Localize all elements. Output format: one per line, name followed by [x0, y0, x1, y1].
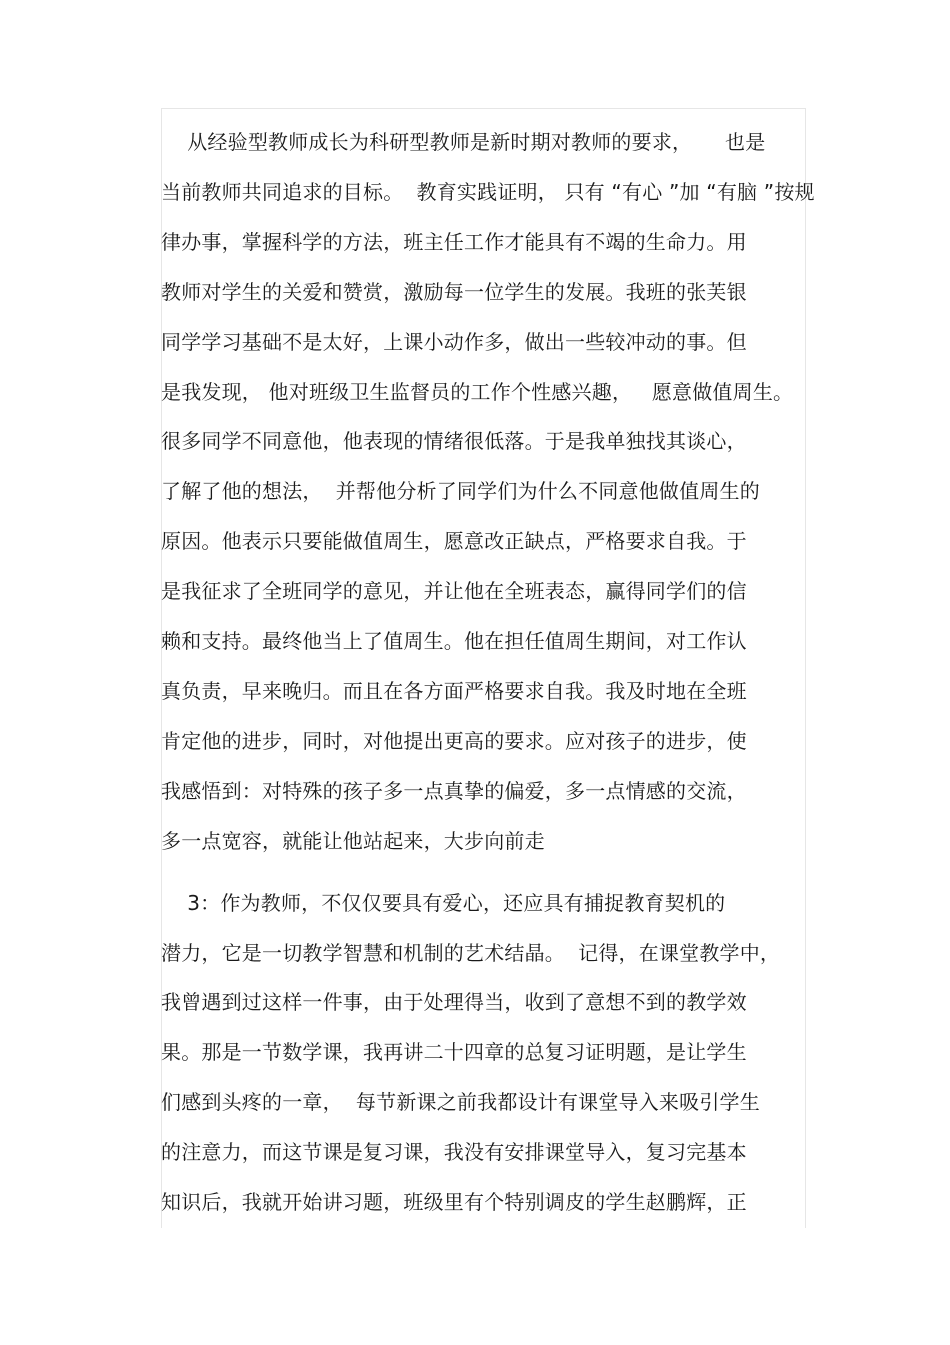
- text-line: 真负责，早来晚归。而且在各方面严格要求自我。我及时地在全班: [161, 679, 747, 703]
- text-line: 3：作为教师，不仅仅要具有爱心，还应具有捕捉教育契机的: [161, 891, 726, 915]
- text-line: 果。那是一节数学课，我再讲二十四章的总复习证明题，是让学生: [161, 1040, 747, 1064]
- text-line: 从经验型教师成长为科研型教师是新时期对教师的要求， 也是: [161, 130, 766, 154]
- text-line: 我感悟到：对特殊的孩子多一点真挚的偏爱，多一点情感的交流，: [161, 779, 747, 803]
- text-line: 肯定他的进步，同时，对他提出更高的要求。应对孩子的进步，使: [161, 729, 747, 753]
- text-line: 了解了他的想法， 并帮他分析了同学们为什么不同意他做值周生的: [161, 479, 760, 503]
- text-line: 教师对学生的关爱和赞赏，激励每一位学生的发展。我班的张芙银: [161, 280, 747, 304]
- text-line: 同学学习基础不是太好，上课小动作多，做出一些较冲动的事。但: [161, 330, 747, 354]
- text-line: 律办事，掌握科学的方法，班主任工作才能具有不竭的生命力。用: [161, 230, 747, 254]
- text-line: 的注意力，而这节课是复习课，我没有安排课堂导入，复习完基本: [161, 1140, 747, 1164]
- text-line: 赖和支持。最终他当上了值周生。他在担任值周生期间，对工作认: [161, 629, 747, 653]
- text-line: 原因。他表示只要能做值周生，愿意改正缺点，严格要求自我。于: [161, 529, 747, 553]
- text-line: 潜力，它是一切教学智慧和机制的艺术结晶。 记得，在课堂教学中，: [161, 941, 781, 965]
- text-line: 是我征求了全班同学的意见，并让他在全班表态，赢得同学们的信: [161, 579, 747, 603]
- text-line: 很多同学不同意他，他表现的情绪很低落。于是我单独找其谈心，: [161, 429, 747, 453]
- text-line: 多一点宽容，就能让他站起来，大步向前走: [161, 829, 545, 853]
- text-line: 是我发现， 他对班级卫生监督员的工作个性感兴趣， 愿意做值周生。: [161, 380, 794, 404]
- text-line: 当前教师共同追求的目标。 教育实践证明， 只有 “有心 ”加 “有脑 ”按规: [161, 180, 815, 204]
- text-line: 我曾遇到过这样一件事，由于处理得当，收到了意想不到的教学效: [161, 990, 747, 1014]
- text-line: 们感到头疼的一章， 每节新课之前我都设计有课堂导入来吸引学生: [161, 1090, 760, 1114]
- text-line: 知识后，我就开始讲习题，班级里有个特别调皮的学生赵鹏辉，正: [161, 1190, 747, 1214]
